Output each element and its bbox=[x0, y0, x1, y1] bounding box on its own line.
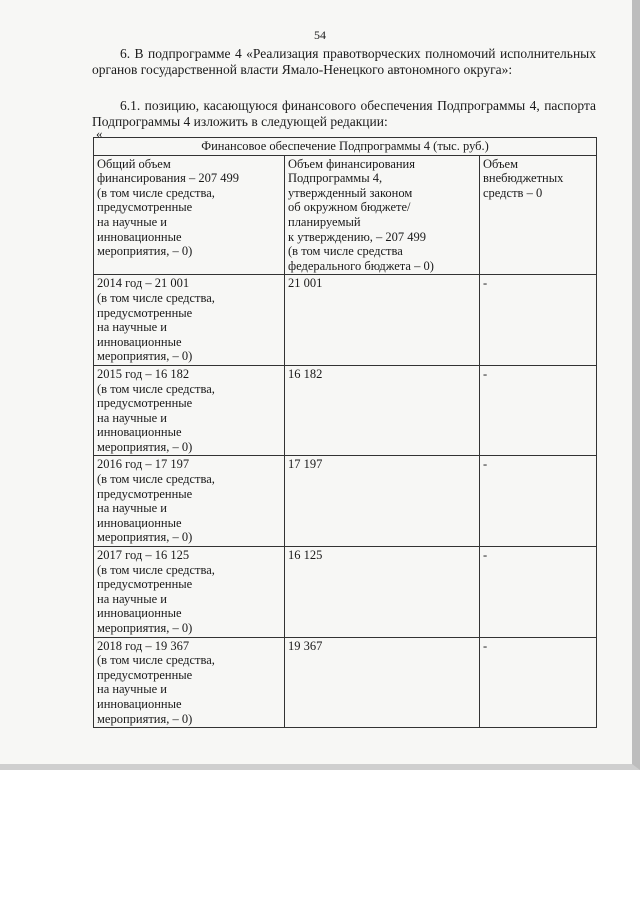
page-number: 54 bbox=[314, 28, 326, 42]
header-total-financing: Общий объем финансирования – 207 499 (в том числе средства, предусмотренные на научные и инновационные мероприятия, – 0) bbox=[94, 155, 285, 275]
row-extra-cell: - bbox=[480, 547, 597, 638]
row-year-cell: 2016 год – 17 197 (в том числе средства, предусмотренные на научные и инновационные мероприятия, – 0) bbox=[94, 456, 285, 547]
row-extra-cell: - bbox=[480, 456, 597, 547]
table-row bbox=[94, 365, 597, 456]
row-extra-cell: - bbox=[480, 275, 597, 366]
row-amount-cell: 19 367 bbox=[285, 637, 480, 728]
row-amount-cell: 16 182 bbox=[285, 365, 480, 456]
row-year-cell: 2017 год – 16 125 (в том числе средства, предусмотренные на научные и инновационные мероприятия, – 0) bbox=[94, 547, 285, 638]
row-amount-cell: 21 001 bbox=[285, 275, 480, 366]
table-row bbox=[94, 275, 597, 366]
table-row bbox=[94, 637, 597, 728]
row-extra-cell: - bbox=[480, 365, 597, 456]
opening-quote: « bbox=[96, 126, 103, 141]
row-extra-cell: - bbox=[480, 637, 597, 728]
row-year-cell: 2014 год – 21 001 (в том числе средства, предусмотренные на научные и инновационные мероприятия, – 0) bbox=[94, 275, 285, 366]
row-year-cell: 2015 год – 16 182 (в том числе средства, предусмотренные на научные и инновационные мероприятия, – 0) bbox=[94, 365, 285, 456]
paragraph-6-1: 6.1. позицию, касающуюся финансового обеспечения Подпрограммы 4, паспорта Подпрограммы 4 изложить в следующей редакции: bbox=[92, 98, 596, 129]
header-extra-budget: Объем внебюджетных средств – 0 bbox=[480, 155, 597, 275]
row-year-cell: 2018 год – 19 367 (в том числе средства, предусмотренные на научные и инновационные мероприятия, – 0) bbox=[94, 637, 285, 728]
table-row bbox=[94, 547, 597, 638]
financing-table bbox=[93, 137, 597, 728]
table-caption: Финансовое обеспечение Подпрограммы 4 (тыс. руб.) bbox=[94, 138, 597, 156]
table-caption-row bbox=[94, 138, 597, 156]
row-amount-cell: 17 197 bbox=[285, 456, 480, 547]
table-row bbox=[94, 456, 597, 547]
header-budget-financing: Объем финансирования Подпрограммы 4, утвержденный законом об окружном бюджете/ планируемый к утверждению, – 207 499 (в том числе средства федерального бюджета – 0) bbox=[285, 155, 480, 275]
table-header-row bbox=[94, 155, 597, 275]
row-amount-cell: 16 125 bbox=[285, 547, 480, 638]
paragraph-subprogram-4: 6. В подпрограмме 4 «Реализация правотворческих полномочий исполнительных органов государственной власти Ямало-Ненецкого автономного округа»: bbox=[92, 46, 596, 77]
